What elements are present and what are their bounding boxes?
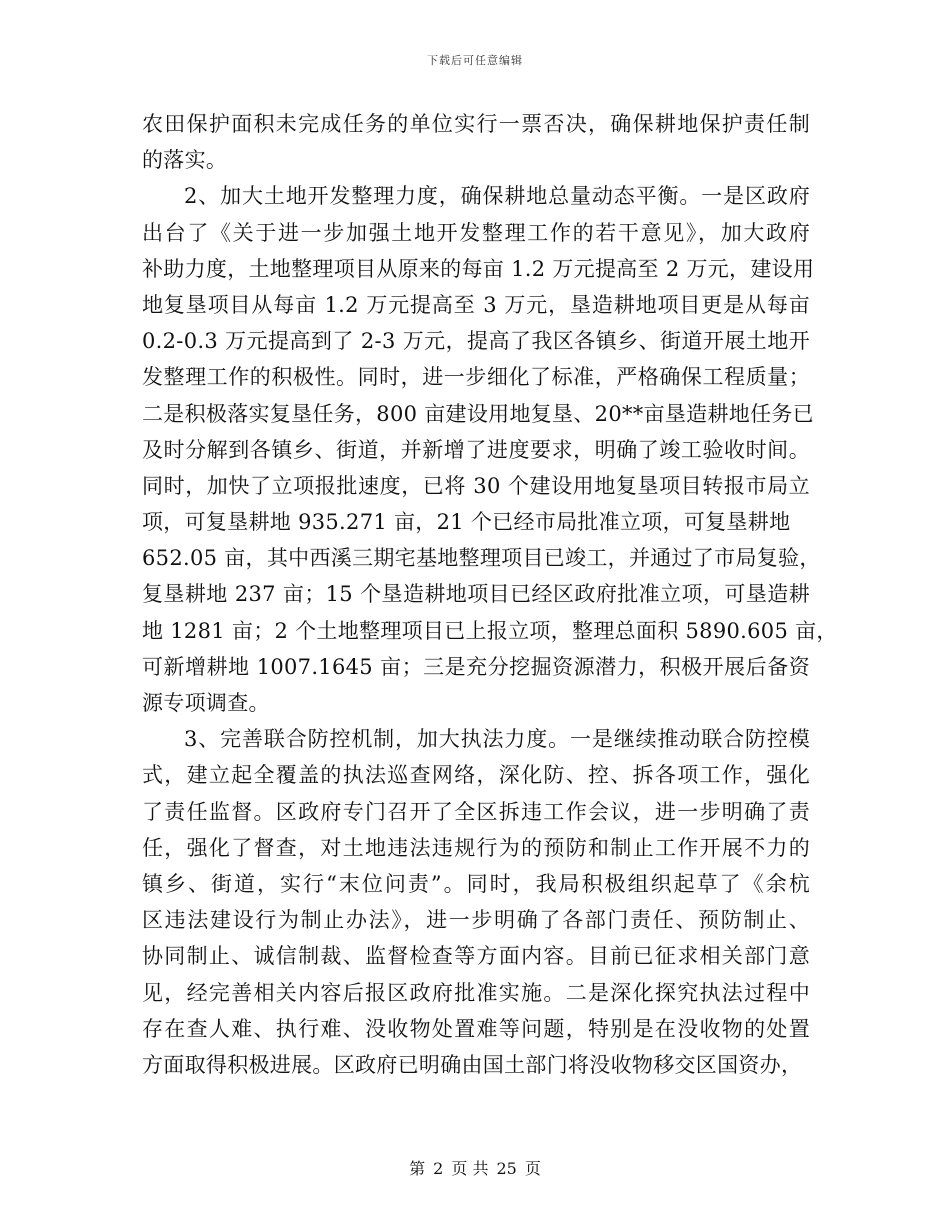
text-line: 补助力度，土地整理项目从原来的每亩 1.2 万元提高至 2 万元，建设用 bbox=[142, 256, 815, 281]
text-line: 同时，加快了立项报批速度，已将 30 个建设用地复垦项目转报市局立 bbox=[142, 473, 810, 498]
text-line: 项，可复垦耕地 935.271 亩，21 个已经市局批准立项，可复垦耕地 bbox=[142, 510, 791, 535]
text-line: 及时分解到各镇乡、街道，并新增了进度要求，明确了竣工验收时间。 bbox=[142, 437, 810, 462]
text-line: 二是积极落实复垦任务，800 亩建设用地复垦、20**亩垦造耕地任务已 bbox=[142, 401, 814, 426]
text-line: 区违法建设行为制止办法》，进一步明确了各部门责任、预防制止、 bbox=[142, 908, 810, 933]
text-line: 可新增耕地 1007.1645 亩；三是充分挖掘资源潜力，积极开展后备资 bbox=[142, 654, 810, 679]
text-line: 发整理工作的积极性。同时，进一步细化了标准，严格确保工程质量； bbox=[142, 365, 810, 390]
page-total: 25 bbox=[496, 1159, 517, 1178]
text-line: 式，建立起全覆盖的执法巡查网络，深化防、控、拆各项工作，强化 bbox=[142, 763, 810, 788]
text-line: 652.05 亩，其中西溪三期宅基地整理项目已竣工，并通过了市局复验， bbox=[142, 546, 821, 571]
page-number: 2 bbox=[433, 1159, 444, 1178]
text-line: 方面取得积极进展。区政府已明确由国土部门将没收物移交区国资办， bbox=[142, 1052, 803, 1077]
text-line: 农田保护面积未完成任务的单位实行一票否决，确保耕地保护责任制 bbox=[142, 112, 810, 136]
text-line: 出台了《关于进一步加强土地开发整理工作的若干意见》，加大政府 bbox=[142, 220, 810, 245]
text-line: 存在查人难、执行难、没收物处置难等问题，特别是在没收物的处置 bbox=[142, 1016, 810, 1041]
text-line: 源专项调查。 bbox=[142, 691, 270, 715]
body-text bbox=[142, 106, 838, 1083]
text-line: 的落实。 bbox=[142, 148, 228, 173]
page-footer bbox=[0, 1156, 950, 1179]
text-line: 3、完善联合防控机制，加大执法力度。一是继续推动联合防控模 bbox=[184, 727, 810, 752]
text-line: 见，经完善相关内容后报区政府批准实施。二是深化探究执法过程中 bbox=[142, 980, 810, 1005]
text-line: 复垦耕地 237 亩；15 个垦造耕地项目已经区政府批准立项，可垦造耕 bbox=[142, 582, 810, 607]
text-line: 镇乡、街道，实行“末位问责”。同时，我局积极组织起草了《余杭 bbox=[142, 871, 810, 896]
text-line: 地复垦项目从每亩 1.2 万元提高至 3 万元，垦造耕地项目更是从每亩 bbox=[142, 292, 810, 317]
text-line: 协同制止、诚信制裁、监督检查等方面内容。目前已征求相关部门意 bbox=[142, 944, 810, 969]
page-mid: 页 共 bbox=[451, 1159, 489, 1178]
header-note: 下载后可任意编辑 bbox=[427, 54, 523, 67]
text-line: 地 1281 亩；2 个土地整理项目已上报立项，整理总面积 5890.605 亩， bbox=[142, 618, 838, 643]
text-line: 了责任监督。区政府专门召开了全区拆违工作会议，进一步明确了责 bbox=[142, 799, 810, 824]
text-line: 任，强化了督查，对土地违法违规行为的预防和制止工作开展不力的 bbox=[142, 835, 810, 860]
page-prefix: 第 bbox=[409, 1159, 426, 1178]
text-line: 2、加大土地开发整理力度，确保耕地总量动态平衡。一是区政府 bbox=[184, 184, 810, 209]
text-line: 0.2-0.3 万元提高到了 2-3 万元，提高了我区各镇乡、街道开展土地开 bbox=[142, 329, 810, 354]
page-suffix: 页 bbox=[524, 1159, 541, 1178]
